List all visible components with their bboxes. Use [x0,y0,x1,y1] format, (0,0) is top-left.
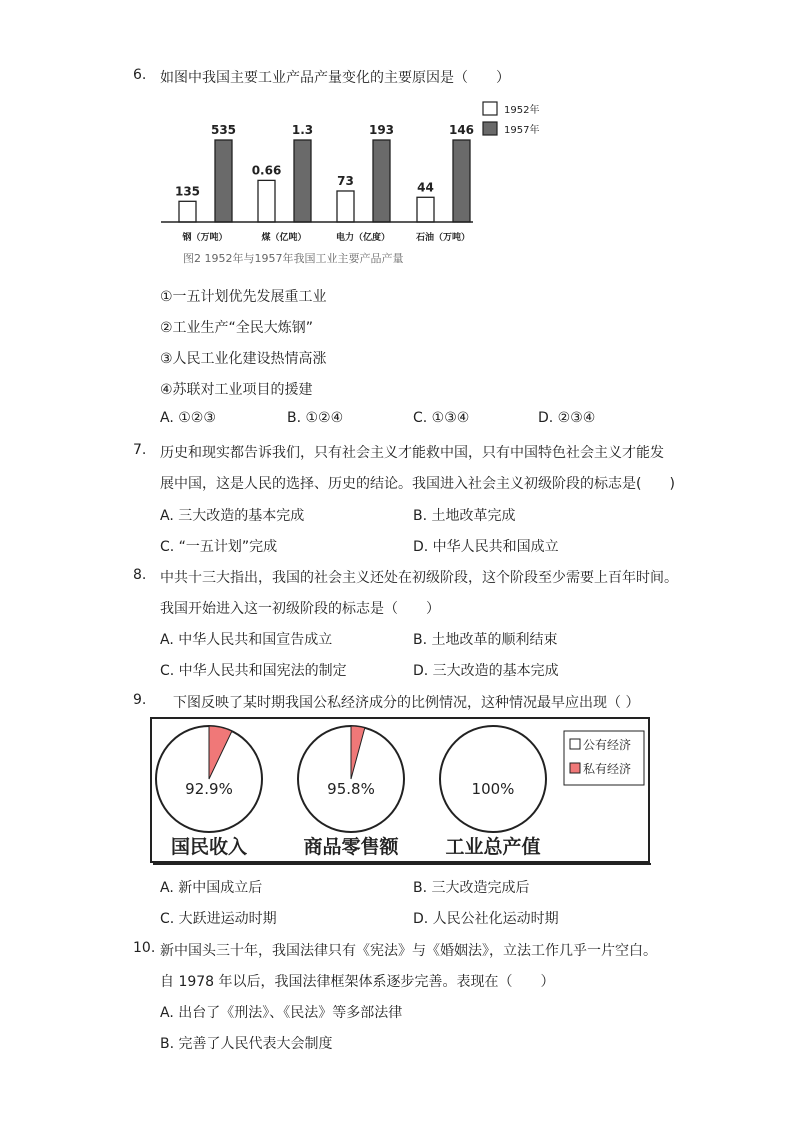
bar-value-label: 0.66 [251,163,282,178]
bar-1952-3 [417,197,434,222]
question-10-stem-line2: 自 1978 年以后，我国法律框架体系逐步完善。表现在（ ） [160,974,555,990]
question-8-stem-line1: 中共十三大指出，我国的社会主义还处在初级阶段，这个阶段至少需要上百年时间。 [160,570,678,586]
legend-label-public: 公有经济 [583,738,632,752]
pie-category-label: 国民收入 [170,836,248,858]
question-9-stem: 下图反映了某时期我国公私经济成分的比例情况，这种情况最早应出现（ ） [173,695,640,711]
legend-label-private: 私有经济 [583,762,632,776]
bar-value-label: 146 [448,123,475,137]
pie-value-label: 95.8% [327,780,375,798]
q8-choice-c[interactable]: C. 中华人民共和国宪法的制定 [160,663,347,679]
pie-category-label: 工业总产值 [445,836,541,858]
q7-choice-a[interactable]: A. 三大改造的基本完成 [160,508,305,524]
q6-choice-d[interactable]: D. ②③④ [538,410,596,426]
q9-choice-d[interactable]: D. 人民公社化运动时期 [413,911,559,927]
legend-swatch-1957 [483,122,497,135]
q6-option-3: ③人民工业化建设热情高涨 [160,351,327,367]
bar-value-label: 193 [368,123,395,137]
pie-value-label: 100% [471,780,515,798]
pie-chart-legend [564,731,644,785]
pie-public-slice [440,726,546,832]
q6-choice-c[interactable]: C. ①③④ [413,410,470,426]
bar-category-label: 钢（万吨） [182,233,228,243]
q8-choice-a[interactable]: A. 中华人民共和国宣告成立 [160,632,333,648]
legend-label-1952: 1952年 [504,105,540,116]
question-10-stem-line1: 新中国头三十年，我国法律只有《宪法》与《婚姻法》，立法工作几乎一片空白。 [160,943,657,959]
q6-choice-b[interactable]: B. ①②④ [287,410,344,426]
q9-choice-a[interactable]: A. 新中国成立后 [160,880,263,896]
q10-choice-b[interactable]: B. 完善了人民代表大会制度 [160,1036,333,1052]
bar-chart-legend [483,102,539,136]
legend-label-1957: 1957年 [504,125,540,136]
question-10-number: 10. [133,940,156,956]
q6-option-2: ②工业生产“全民大炼钢” [160,320,314,336]
legend-swatch-public [570,739,580,749]
bar-1952-0 [179,201,196,222]
bar-1957-0 [215,140,232,222]
bar-chart-title: 图2 1952年与1957年我国工业主要产品产量 [183,252,404,265]
bar-chart-figure [155,96,555,271]
bar-value-label: 1.3 [291,123,314,137]
question-7-number: 7. [133,442,147,458]
q6-option-1: ①一五计划优先发展重工业 [160,289,327,305]
bar-value-label: 44 [417,180,434,195]
bar-value-label: 535 [210,123,237,137]
q6-choice-a[interactable]: A. ①②③ [160,410,216,426]
q7-choice-b[interactable]: B. 土地改革完成 [413,508,516,524]
pie-category-label: 商品零售额 [303,836,399,858]
question-7-stem-line1: 历史和现实都告诉我们，只有社会主义才能救中国，只有中国特色社会主义才能发 [160,445,664,461]
legend-swatch-private [570,763,580,773]
bar-value-label: 73 [337,173,354,188]
bar-category-label: 石油（万吨） [415,233,471,243]
bar-1957-2 [373,140,390,222]
bar-1952-2 [337,191,354,222]
question-7-stem-line2: 展中国，这是人民的选择、历史的结论。我国进入社会主义初级阶段的标志是( ) [160,476,675,492]
q7-choice-d[interactable]: D. 中华人民共和国成立 [413,539,559,555]
bar-1957-1 [294,140,311,222]
q7-choice-c[interactable]: C. “一五计划”完成 [160,539,278,555]
q9-choice-c[interactable]: C. 大跃进运动时期 [160,911,277,927]
pie-value-label: 92.9% [185,780,233,798]
bar-category-label: 煤（亿吨） [261,233,307,243]
question-9-number: 9. [133,692,147,708]
q9-choice-b[interactable]: B. 三大改造完成后 [413,880,530,896]
bar-1952-1 [258,180,275,222]
bar-value-label: 135 [174,184,201,199]
question-6-stem: 如图中我国主要工业产品产量变化的主要原因是（ ） [160,70,510,86]
q6-option-4: ④苏联对工业项目的援建 [160,382,313,398]
q8-choice-b[interactable]: B. 土地改革的顺利结束 [413,632,558,648]
bar-1957-3 [453,140,470,222]
question-6-number: 6. [133,67,147,83]
pie-chart-figure [150,717,652,867]
q8-choice-d[interactable]: D. 三大改造的基本完成 [413,663,559,679]
bar-category-label: 电力（亿度） [335,233,391,243]
question-8-number: 8. [133,567,147,583]
question-8-stem-line2: 我国开始进入这一初级阶段的标志是（ ） [160,601,440,617]
legend-swatch-1952 [483,102,497,115]
q10-choice-a[interactable]: A. 出台了《刑法》、《民法》等多部法律 [160,1005,403,1021]
